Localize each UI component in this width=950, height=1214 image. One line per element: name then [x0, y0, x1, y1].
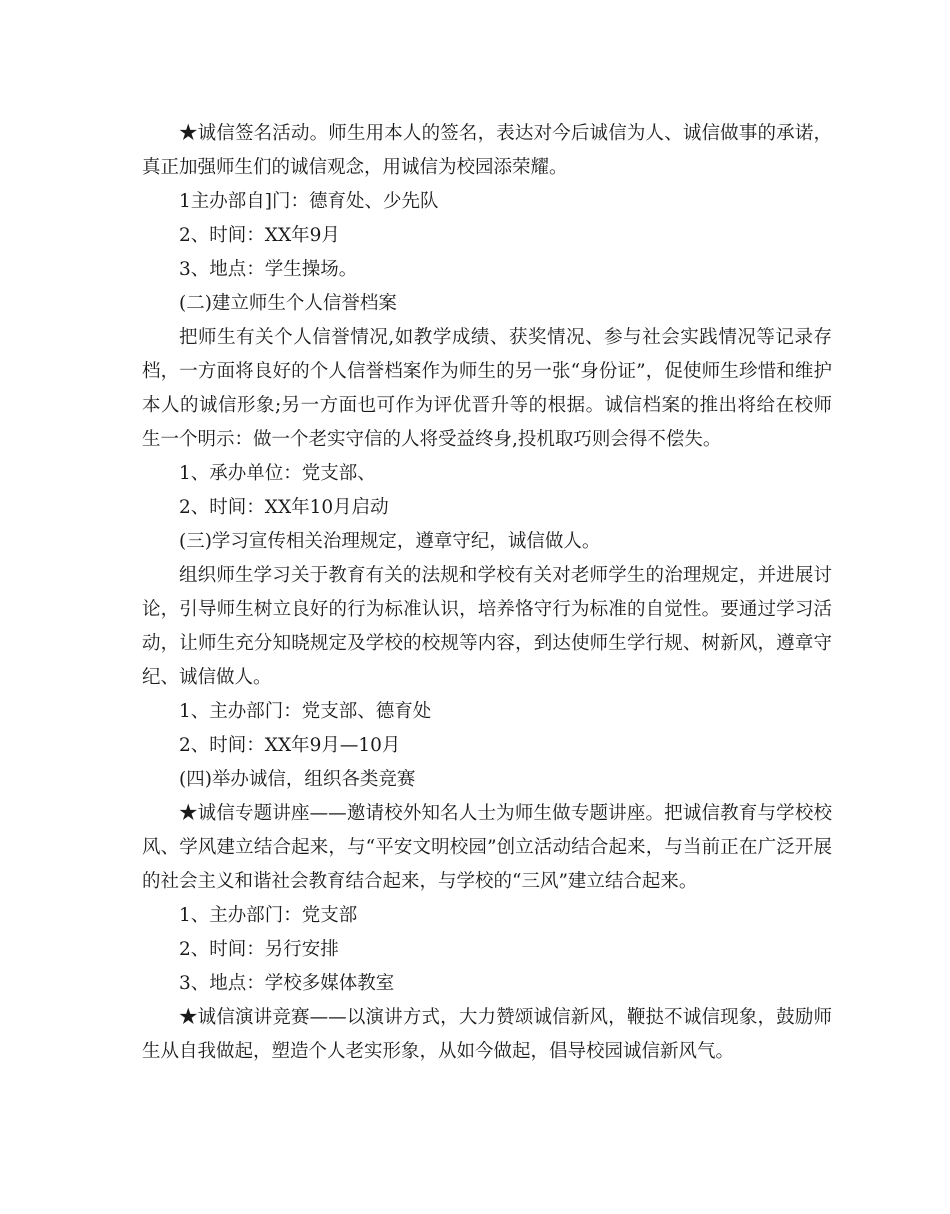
paragraph-study-regulations: 组织师生学习关于教育有关的法规和学校有关对老师学生的治理规定，并进展讨论，引导师生树立良好的行为标准认识，培养恪守行为标准的自觉性。要通过学习活动，让师生充分知晓规定及学校的校规等内容，到达使师生学行规、树新风，遵章守纪、诚信做人。 [142, 565, 832, 688]
paragraph-location-1: 3、地点：学生操场。 [179, 259, 358, 280]
paragraph-organizer-3: 1、主办部门：党支部、德育处 [179, 701, 432, 722]
paragraph-lecture: ★诚信专题讲座——邀请校外知名人士为师生做专题讲座。把诚信教育与学校校风、学风建立结合起来，与“平安文明校园”创立活动结合起来，与当前正在广泛开展的社会主义和谐社会教育结合起来，与学校的“三风”建立结合起来。 [142, 803, 832, 892]
paragraph-organizer-2: 1、承办单位：党支部、 [179, 463, 376, 484]
section-heading-3: (三)学习宣传相关治理规定，遵章守纪，诚信做人。 [179, 531, 601, 552]
paragraph-credit-archive: 把师生有关个人信誉情况,如教学成绩、获奖情况、参与社会实践情况等记录存档，一方面将良好的个人信誉档案作为师生的另一张“身份证”，促使师生珍惜和维护本人的诚信形象;另一方面也可作为评优晋升等的根据。诚信档案的推出将给在校师生一个明示：做一个老实守信的人将受益终身,投机取巧则会得不偿失。 [142, 327, 832, 450]
paragraph-organizer-4: 1、主办部门：党支部 [179, 905, 358, 926]
document-body [142, 117, 832, 1069]
paragraph-time-1: 2、时间：XX年9月 [179, 225, 340, 246]
paragraph-organizer-1: 1主办部自]门：德育处、少先队 [179, 191, 439, 212]
section-heading-4: (四)举办诚信，组织各类竞赛 [179, 769, 416, 790]
section-heading-2: (二)建立师生个人信誉档案 [179, 293, 397, 314]
paragraph-location-4: 3、地点：学校多媒体教室 [179, 973, 395, 994]
paragraph-signature-activity: ★诚信签名活动。师生用本人的签名，表达对今后诚信为人、诚信做事的承诺，真正加强师生们的诚信观念，用诚信为校园添荣耀。 [142, 123, 832, 178]
paragraph-time-4: 2、时间：另行安排 [179, 939, 339, 960]
paragraph-time-3: 2、时间：XX年9月—10月 [179, 735, 401, 756]
paragraph-speech-contest: ★诚信演讲竞赛——以演讲方式，大力赞颂诚信新风，鞭挞不诚信现象，鼓励师生从自我做起，塑造个人老实形象，从如今做起，倡导校园诚信新风气。 [142, 1007, 832, 1062]
paragraph-time-2: 2、时间：XX年10月启动 [179, 497, 389, 518]
